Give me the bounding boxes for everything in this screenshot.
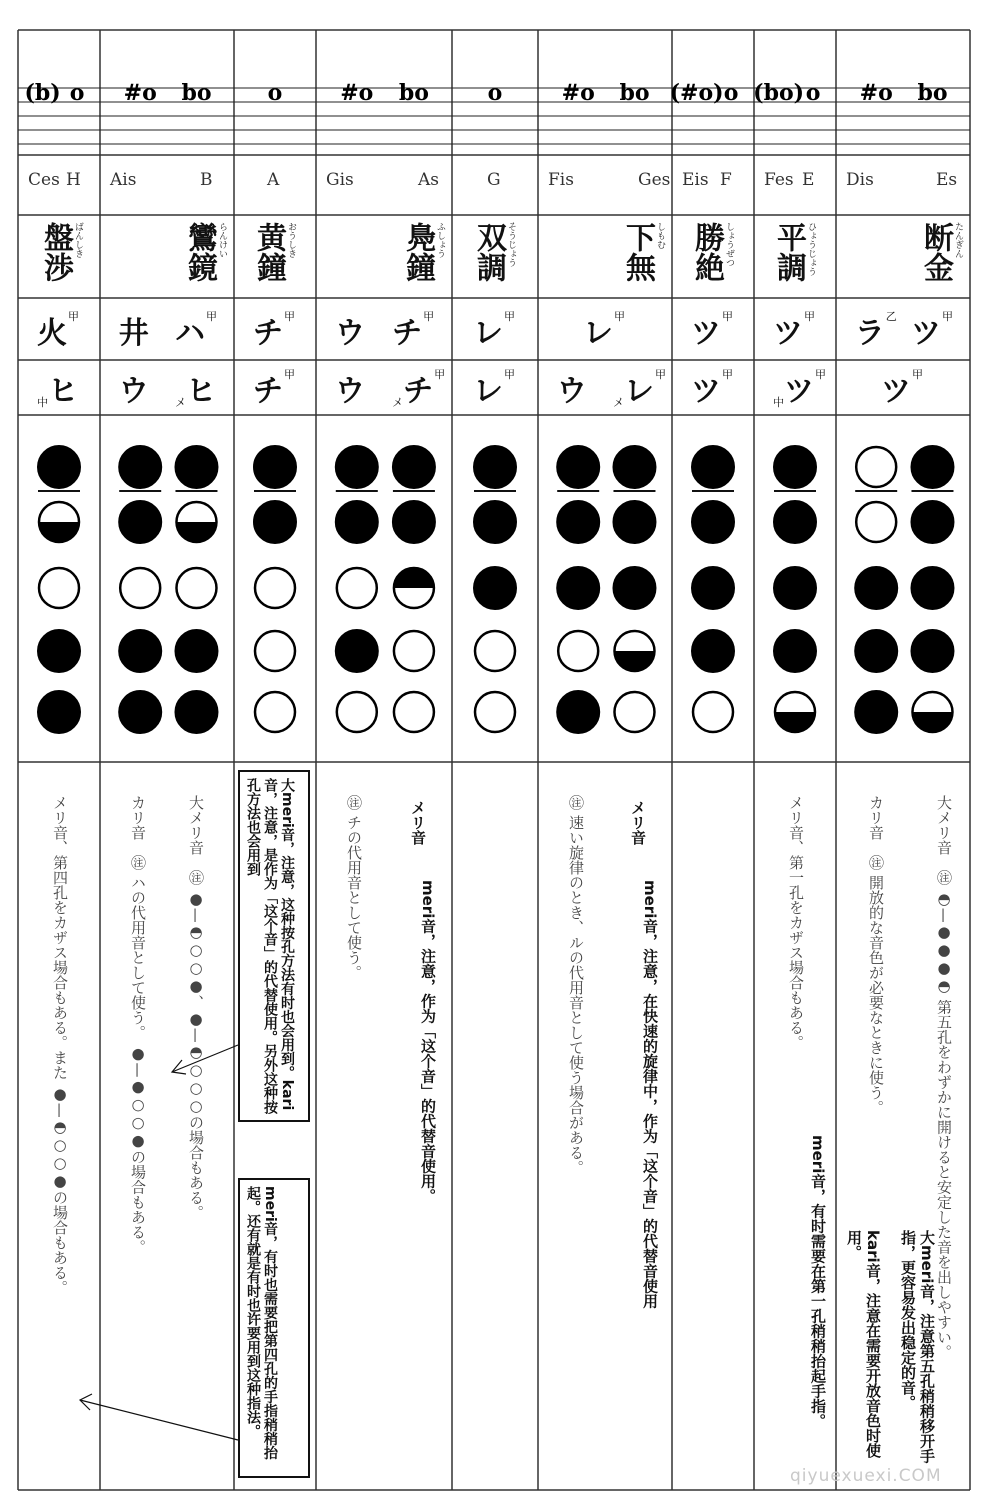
hole-c2-0-3-open	[120, 568, 160, 608]
hole-c5-0-5-open	[475, 692, 515, 732]
note-c4-meri-cn: meri音，注意，作为「这个音」的代替音使用。	[419, 880, 437, 1204]
kana-prefix: 中	[37, 396, 48, 409]
tone-name-c9: 断金	[918, 222, 953, 282]
hole-c7-0-5-open	[693, 692, 733, 732]
hole-c1-0-3-open	[39, 568, 79, 608]
pitch-label-c7-b: F	[720, 170, 732, 190]
pitch-label-c1-a: Ces	[28, 170, 60, 190]
kana-glyph: ウ	[335, 374, 366, 409]
hole-c1-0-1-closed	[38, 446, 80, 488]
hole-c4-0-5-open	[337, 692, 377, 732]
staff-note-c6-1: bo	[619, 80, 650, 106]
register-mark: 甲	[284, 368, 295, 381]
pitch-label-c5: G	[487, 170, 501, 190]
kana-prefix: 中	[773, 396, 784, 409]
hole-c2-1-5-closed	[175, 691, 217, 733]
hole-c7-0-4-closed	[692, 630, 734, 672]
pitch-label-c8-a: Fes	[764, 170, 794, 190]
staff-note-c3-0: o	[267, 80, 283, 106]
tone-name-ruby-c9: たんぎん	[953, 222, 963, 258]
hole-c5-0-4-open	[475, 631, 515, 671]
kana-otsu-c1-0	[37, 366, 78, 410]
kana-glyph: ツ	[691, 316, 721, 351]
translation-box-2-text: meri音，有时也需要把第四孔的手指稍稍抬起。还有就是有时也许要用到这种指法。	[245, 1186, 278, 1460]
kana-glyph: ウ	[556, 374, 587, 409]
hole-c4-0-1-closed	[336, 446, 378, 488]
kana-otsu-c8-0	[773, 366, 826, 410]
kana-otsu-c6-0	[557, 366, 587, 410]
hole-c2-0-2-closed	[119, 501, 161, 543]
kana-glyph: ウ	[335, 316, 366, 351]
note-c2-kari: カリ音 ㊟ ハの代用音として使う。 ●—●○○●の場合もある。	[129, 795, 147, 1255]
hole-c6-1-5-open	[614, 692, 654, 732]
tone-name-ruby-c3: おうしき	[286, 222, 296, 258]
staff-note-c2-1: bo	[181, 80, 212, 106]
staff-note-c9-1: bo	[917, 80, 948, 106]
pitch-label-c9-a: Dis	[846, 170, 874, 190]
kana-glyph: ヒ	[186, 374, 217, 409]
kana-glyph: ラ	[854, 316, 885, 351]
kana-kou-c4-1	[392, 308, 434, 352]
hole-c9-1-4-closed	[911, 630, 953, 672]
kana-kou-c4-0	[335, 308, 365, 352]
tone-name-c5: 双調	[471, 222, 506, 282]
hole-c4-1-5-open	[394, 692, 434, 732]
hole-c4-1-4-open	[394, 631, 434, 671]
register-mark: 甲	[68, 310, 79, 323]
hole-c9-1-1-closed	[911, 446, 953, 488]
note-c6-fast: ㊟ 速い旋律のとき、ルの代用音として使う場合がある。	[567, 795, 585, 1175]
tone-name-c7: 勝絶	[689, 222, 724, 282]
kana-glyph: ツ	[911, 316, 942, 351]
staff-note-c1-0: (b)	[24, 80, 61, 106]
kana-prefix: メ	[392, 396, 404, 409]
hole-c5-0-3-closed	[474, 567, 516, 609]
kana-glyph: 火	[37, 316, 67, 351]
note-c8-meri-cn: meri音，有时需要在第一孔稍稍抬起手指。	[809, 1135, 827, 1429]
kana-kou-c2-0	[119, 308, 149, 352]
tone-name-ruby-c1: ばんしき	[73, 222, 83, 258]
tone-name-c4: 鳧鐘	[400, 222, 435, 282]
note-c6-meri-cn: meri音，注意，在快速的旋律中，作为「这个音」的代替音使用	[641, 880, 659, 1309]
pitch-label-c6-a: Fis	[548, 170, 574, 190]
kana-otsu-c5-0	[473, 366, 515, 410]
register-mark: 甲	[722, 310, 733, 323]
kana-glyph: レ	[473, 316, 503, 351]
tone-name-ruby-c7: しょうぜつ	[724, 222, 734, 267]
kana-glyph: レ	[473, 374, 503, 409]
staff-note-c2-0: #o	[123, 80, 157, 106]
note-c9-kari: カリ音 ㊟ 開放的な音色が必要なときに使う。	[867, 795, 885, 1115]
register-mark: 甲	[504, 368, 515, 381]
staff-note-c4-1: bo	[398, 80, 429, 106]
staff-note-c5-0: o	[487, 80, 503, 106]
kana-glyph: レ	[583, 316, 613, 351]
kana-otsu-c2-0	[119, 366, 149, 410]
kana-glyph: チ	[403, 374, 434, 409]
arrow-box1	[172, 1045, 238, 1072]
kana-glyph: ウ	[118, 374, 149, 409]
register-mark: 甲	[655, 368, 667, 381]
note-c8-meri: メリ音、第一孔をカザス場合もある。	[787, 795, 805, 1050]
translation-box-1	[238, 770, 310, 1122]
translation-box-2	[238, 1178, 310, 1478]
pitch-label-c9-b: Es	[936, 170, 958, 190]
hole-c6-1-1-closed	[613, 446, 655, 488]
hole-c1-0-2-half-fill	[39, 522, 79, 542]
hole-c5-0-2-closed	[474, 501, 516, 543]
hole-c6-0-1-closed	[557, 446, 599, 488]
register-mark: 甲	[614, 310, 625, 323]
kana-glyph: ヒ	[48, 374, 78, 409]
hole-c6-0-3-closed	[557, 567, 599, 609]
hole-c8-0-2-closed	[774, 501, 816, 543]
register-mark: 甲	[804, 310, 815, 323]
hole-c8-0-3-closed	[774, 567, 816, 609]
note-c1-meri: メリ音、第四孔をカザス場合もある。また ●—◓○○●の場合もある。	[51, 795, 69, 1295]
tone-name-ruby-c5: そうじょう	[506, 222, 516, 267]
hole-c7-0-3-closed	[692, 567, 734, 609]
translation-box-1-text: 大meri音，注意，这种按孔方法有时也会用到。kari音，注意，是作为「这个音」的代替使用。另外这种按孔方法也会用到	[245, 778, 295, 1114]
kana-glyph: ツ	[773, 316, 803, 351]
pitch-label-c6-b: Ges	[638, 170, 671, 190]
hole-c3-0-5-open	[255, 692, 295, 732]
hole-c9-1-5-half-fill	[912, 712, 952, 732]
hole-c9-0-5-closed	[855, 691, 897, 733]
kana-glyph: チ	[253, 374, 283, 409]
hole-c3-0-3-open	[255, 568, 295, 608]
hole-c9-1-2-closed	[911, 501, 953, 543]
staff-note-c4-0: #o	[340, 80, 374, 106]
hole-c9-1-3-closed	[911, 567, 953, 609]
hole-c2-1-1-closed	[175, 446, 217, 488]
pitch-label-c3: A	[267, 170, 280, 190]
pitch-label-c4-b: As	[418, 170, 440, 190]
kana-otsu-c9-0	[881, 366, 923, 410]
register-mark: 甲	[722, 368, 733, 381]
hole-c2-0-4-closed	[119, 630, 161, 672]
kana-kou-c3-0	[253, 308, 295, 352]
staff-note-c7-1: o	[723, 80, 739, 106]
kana-glyph: ツ	[881, 374, 911, 409]
kana-kou-c2-1	[175, 308, 217, 352]
note-c4-daiyou: ㊟ チの代用音として使う。	[345, 795, 363, 980]
note-c9-ohmeri: 大メリ音 ㊟ ◓—●●●◓ 第五孔をわずかに開けると安定した音を出しやすい。	[935, 795, 953, 1360]
register-mark: 甲	[815, 368, 826, 381]
hole-c1-0-4-closed	[38, 630, 80, 672]
hole-c4-1-2-closed	[393, 501, 435, 543]
kana-glyph: 井	[118, 316, 149, 351]
kana-kou-c5-0	[473, 308, 515, 352]
kana-kou-c9-1	[911, 308, 953, 352]
tone-name-c8: 平調	[771, 222, 806, 282]
hole-c5-0-1-closed	[474, 446, 516, 488]
hole-c8-0-1-closed	[774, 446, 816, 488]
hole-c3-0-2-closed	[254, 501, 296, 543]
note-c9-kari-cn: kari音，注意在需要开放音色时使用。	[845, 1230, 882, 1458]
kana-otsu-c4-1	[392, 366, 445, 410]
kana-prefix: メ	[613, 396, 625, 409]
staff-note-c8-0: (bo)	[753, 80, 805, 106]
kana-kou-c9-0	[855, 308, 897, 352]
watermark: qiyuexuexi.COM	[790, 1466, 942, 1486]
note-c2-ohmeri: 大メリ音 ㊟ ●—◓○○●、●—◓○○○の場合もある。	[187, 795, 205, 1220]
tone-name-c6: 下無	[620, 222, 655, 282]
hole-c4-0-3-open	[337, 568, 377, 608]
hole-c1-0-5-closed	[38, 691, 80, 733]
hole-c8-0-5-half-fill	[775, 712, 815, 732]
hole-c3-0-4-open	[255, 631, 295, 671]
pitch-label-c1-b: H	[66, 170, 81, 190]
hole-c6-1-4-half-fill	[614, 651, 654, 671]
kana-glyph: レ	[624, 374, 655, 409]
register-mark: 甲	[206, 310, 218, 323]
register-mark: 甲	[912, 368, 923, 381]
register-mark: 甲	[942, 310, 954, 323]
register-mark: 甲	[284, 310, 295, 323]
pitch-label-c2-a: Ais	[110, 170, 137, 190]
hole-c6-0-2-closed	[557, 501, 599, 543]
kana-prefix: メ	[175, 396, 187, 409]
hole-c9-0-2-open	[856, 502, 896, 542]
note-c9-ohmeri-cn: 大meri音，注意第五孔稍稍移开手指，更容易发出稳定的音。	[899, 1230, 936, 1464]
kana-otsu-c3-0	[253, 366, 295, 410]
pitch-label-c4-a: Gis	[326, 170, 354, 190]
arrow-box2	[80, 1400, 238, 1440]
hole-c2-0-1-closed	[119, 446, 161, 488]
note-c4-meri-label: メリ音	[409, 800, 427, 845]
hole-c2-1-3-open	[176, 568, 216, 608]
kana-glyph: ハ	[175, 316, 206, 351]
hole-c4-1-3-half-fill	[394, 568, 434, 588]
tone-name-c1: 盤渉	[38, 222, 73, 282]
staff-note-c7-0: (#o)	[669, 80, 724, 106]
tone-name-ruby-c2: らんけい	[217, 222, 227, 258]
kana-otsu-c7-0	[691, 366, 733, 410]
kana-kou-c8-0	[773, 308, 815, 352]
tone-name-c3: 黄鐘	[251, 222, 286, 282]
hole-c2-1-2-half-fill	[176, 522, 216, 542]
kana-glyph: ツ	[784, 374, 814, 409]
tone-name-ruby-c8: ひょうじょう	[806, 222, 816, 276]
kana-glyph: チ	[392, 316, 423, 351]
hole-c4-0-4-closed	[336, 630, 378, 672]
kana-kou-c7-0	[691, 308, 733, 352]
hole-c3-0-1-closed	[254, 446, 296, 488]
register-mark: 乙	[885, 310, 897, 323]
hole-c7-0-2-closed	[692, 501, 734, 543]
kana-otsu-c6-1	[613, 366, 666, 410]
staff-note-c9-0: #o	[859, 80, 893, 106]
kana-glyph: チ	[253, 316, 283, 351]
hole-c7-0-1-closed	[692, 446, 734, 488]
kana-otsu-c4-0	[335, 366, 365, 410]
hole-c9-0-3-closed	[855, 567, 897, 609]
hole-c6-0-5-closed	[557, 691, 599, 733]
hole-c6-0-4-open	[558, 631, 598, 671]
hole-c6-1-3-closed	[613, 567, 655, 609]
register-mark: 甲	[423, 310, 435, 323]
tone-name-ruby-c4: ふしょう	[435, 222, 445, 258]
register-mark: 甲	[434, 368, 446, 381]
pitch-label-c8-b: E	[802, 170, 815, 190]
note-c6-meri-label: メリ音	[629, 800, 647, 845]
register-mark: 甲	[504, 310, 515, 323]
hole-c8-0-4-closed	[774, 630, 816, 672]
tone-name-ruby-c6: しもむ	[655, 222, 665, 249]
hole-c9-0-1-open	[856, 447, 896, 487]
kana-kou-c6-0	[583, 308, 625, 352]
hole-c2-0-5-closed	[119, 691, 161, 733]
tone-name-c2: 鸞鏡	[182, 222, 217, 282]
pitch-label-c2-b: B	[200, 170, 213, 190]
hole-c4-1-1-closed	[393, 446, 435, 488]
hole-c4-0-2-closed	[336, 501, 378, 543]
hole-c2-1-4-closed	[175, 630, 217, 672]
kana-glyph: ツ	[691, 374, 721, 409]
pitch-label-c7-a: Eis	[682, 170, 709, 190]
staff-note-c8-1: o	[805, 80, 821, 106]
kana-kou-c1-0	[37, 308, 79, 352]
hole-c9-0-4-closed	[855, 630, 897, 672]
staff-note-c6-0: #o	[561, 80, 595, 106]
hole-c6-1-2-closed	[613, 501, 655, 543]
staff-note-c1-1: o	[69, 80, 85, 106]
kana-otsu-c2-1	[175, 366, 216, 410]
